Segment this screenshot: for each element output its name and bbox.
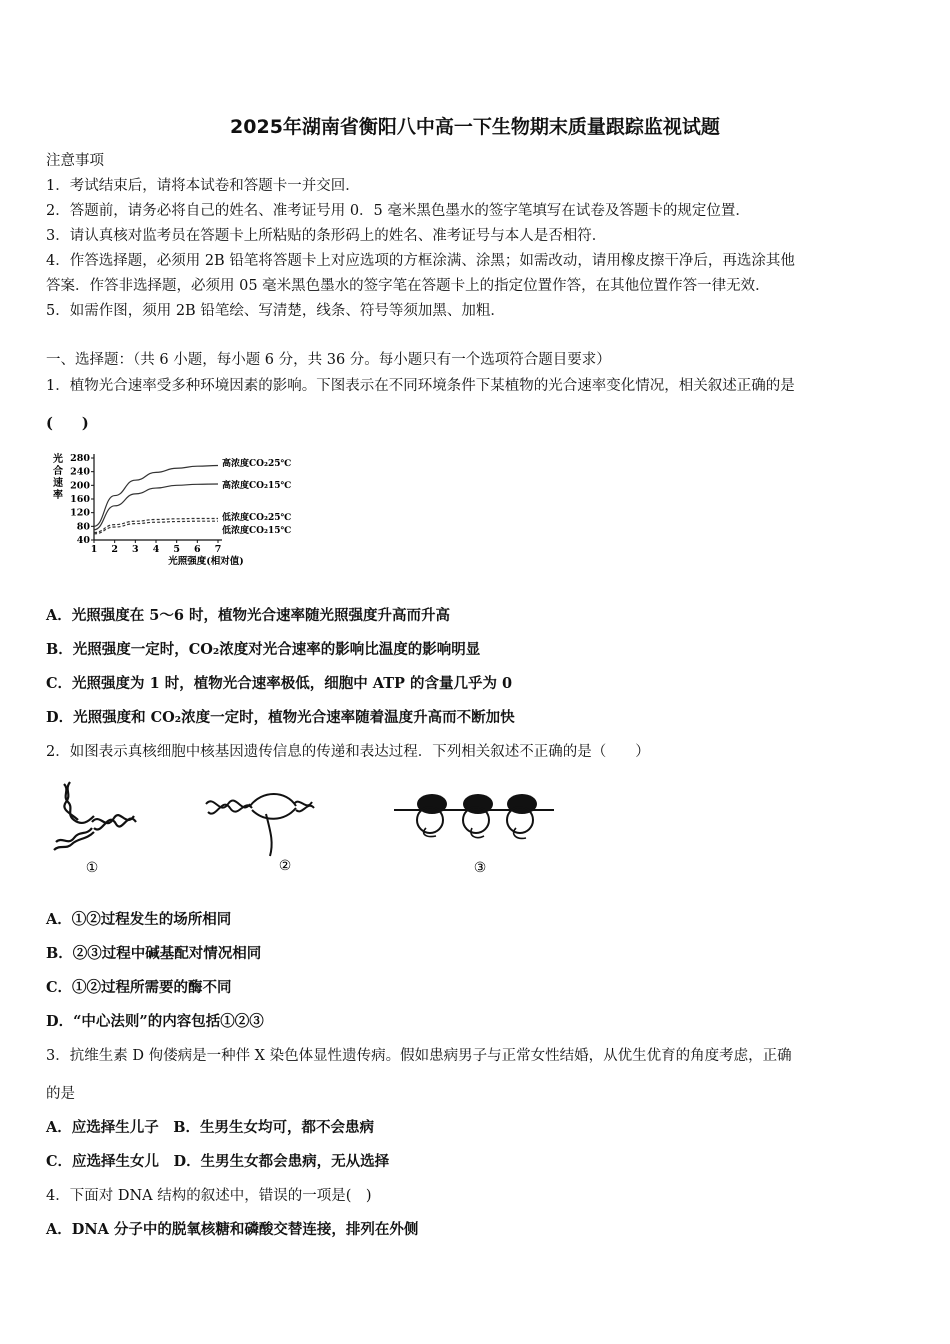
q3-options-ab: A．应选择生儿子 B．生男生女均可，都不会患病 [46, 1119, 375, 1136]
q1-option-a: A．光照强度在 5～6 时，植物光合速率随光照强度升高而升高 [46, 607, 451, 624]
q3-options-cd: C．应选择生女儿 D．生男生女都会患病，无从选择 [46, 1153, 390, 1170]
legend-entry: 低浓度CO₂25℃ [222, 513, 292, 523]
legend-entry: 低浓度CO₂15℃ [222, 526, 292, 536]
chart-series [94, 466, 218, 534]
chart-x-ticks [91, 540, 222, 555]
y-tick-label: 160 [70, 494, 90, 505]
chart-ylabel [53, 452, 63, 501]
notice-item: 答案．作答非选择题，必须用 05 毫米黑色墨水的签字笔在答题卡上的指定位置作答，在其他位置作答一律无效． [46, 278, 770, 294]
figure-label-2: ② [278, 858, 292, 874]
y-tick-label: 80 [76, 521, 90, 533]
series-line [94, 518, 218, 532]
notice-heading: 注意事项 [46, 153, 104, 169]
notice-item: 5．如需作图，须用 2B 铅笔绘、写清楚，线条、符号等须加黑、加粗． [46, 303, 505, 319]
x-tick-label: 2 [111, 544, 118, 555]
chart-y-ticks [70, 453, 94, 546]
x-tick-label: 5 [173, 544, 180, 555]
y-tick-label: 240 [70, 466, 90, 478]
q2-option-d: D．“中心法则”的内容包括①②③ [46, 1013, 264, 1030]
x-tick-label: 6 [194, 544, 201, 555]
svg-text:光合速率: 光合速率 [53, 454, 63, 501]
y-tick-label: 200 [70, 480, 90, 492]
legend-entry: 高浓度CO₂25℃ [222, 459, 292, 469]
q2-figure-replication [48, 776, 148, 876]
q1-option-c: C．光照强度为 1 时，植物光合速率极低，细胞中 ATP 的含量几乎为 0 [46, 675, 513, 692]
q2-figure-translation [390, 792, 560, 882]
y-tick-label: 40 [76, 535, 90, 546]
y-tick-label: 280 [70, 453, 90, 464]
q2-option-c: C．①②过程所需要的酶不同 [46, 979, 232, 996]
series-line [94, 484, 218, 530]
q3-stem: 3．抗维生素 D 佝偻病是一种伴 X 染色体显性遗传病。假如患病男子与正常女性结婚，从优生优育的角度考虑，正确 [46, 1048, 792, 1064]
q4-stem: 4．下面对 DNA 结构的叙述中，错误的一项是( ) [46, 1188, 372, 1204]
x-tick-label: 1 [90, 544, 98, 555]
chart-xlabel: 光照强度(相对值) [168, 556, 244, 567]
notice-item: 2．答题前，请务必将自己的姓名、准考证号用 0．5 毫米黑色墨水的签字笔填写在试卷及答题卡的规定位置． [46, 203, 750, 219]
q1-option-d: D．光照强度和 CO₂浓度一定时，植物光合速率随着温度升高而不断加快 [46, 709, 515, 726]
figure-label-1: ① [85, 860, 99, 876]
ribosome [463, 794, 493, 838]
q2-figure-transcription [200, 786, 320, 876]
q1-paren: ( ) [46, 415, 89, 432]
x-tick-label: 3 [132, 544, 139, 555]
ribosome [507, 794, 537, 838]
section-heading: 一、选择题：（共 6 小题，每小题 6 分，共 36 分。每小题只有一个选项符合题目要求） [46, 352, 611, 368]
ribosome [417, 794, 447, 837]
series-line [94, 521, 218, 534]
q1-option-b: B．光照强度一定时，CO₂浓度对光合速率的影响比温度的影响明显 [46, 641, 481, 658]
chart-legend [222, 457, 291, 536]
notice-item: 1．考试结束后，请将本试卷和答题卡一并交回． [46, 178, 360, 194]
legend-entry: 高浓度CO₂15℃ [222, 481, 292, 491]
figure-label-3: ③ [473, 860, 487, 876]
x-tick-label: 4 [152, 544, 160, 555]
q2-option-a: A．①②过程发生的场所相同 [46, 911, 232, 928]
q4-option-a: A．DNA 分子中的脱氧核糖和磷酸交替连接，排列在外侧 [46, 1221, 419, 1238]
y-tick-label: 120 [70, 507, 90, 519]
series-line [94, 466, 218, 527]
q2-option-b: B．②③过程中碱基配对情况相同 [46, 945, 262, 962]
notice-item: 4．作答选择题，必须用 2B 铅笔将答题卡上对应选项的方框涂满、涂黑；如需改动，请用橡皮擦干净后，再选涂其他 [46, 253, 795, 269]
q3-stem-cont: 的是 [46, 1086, 75, 1102]
exam-title: 2025年湖南省衡阳八中高一下生物期末质量跟踪监视试题 [230, 116, 720, 138]
q1-chart [50, 448, 310, 573]
q2-stem: 2．如图表示真核细胞中核基因遗传信息的传递和表达过程．下列相关叙述不正确的是（ ） [46, 744, 650, 760]
q1-stem: 1．植物光合速率受多种环境因素的影响。下图表示在不同环境条件下某植物的光合速率变化情况，相关叙述正确的是 [46, 378, 795, 394]
x-tick-label: 7 [214, 544, 222, 555]
notice-item: 3．请认真核对监考员在答题卡上所粘贴的条形码上的姓名、准考证号与本人是否相符． [46, 228, 607, 244]
